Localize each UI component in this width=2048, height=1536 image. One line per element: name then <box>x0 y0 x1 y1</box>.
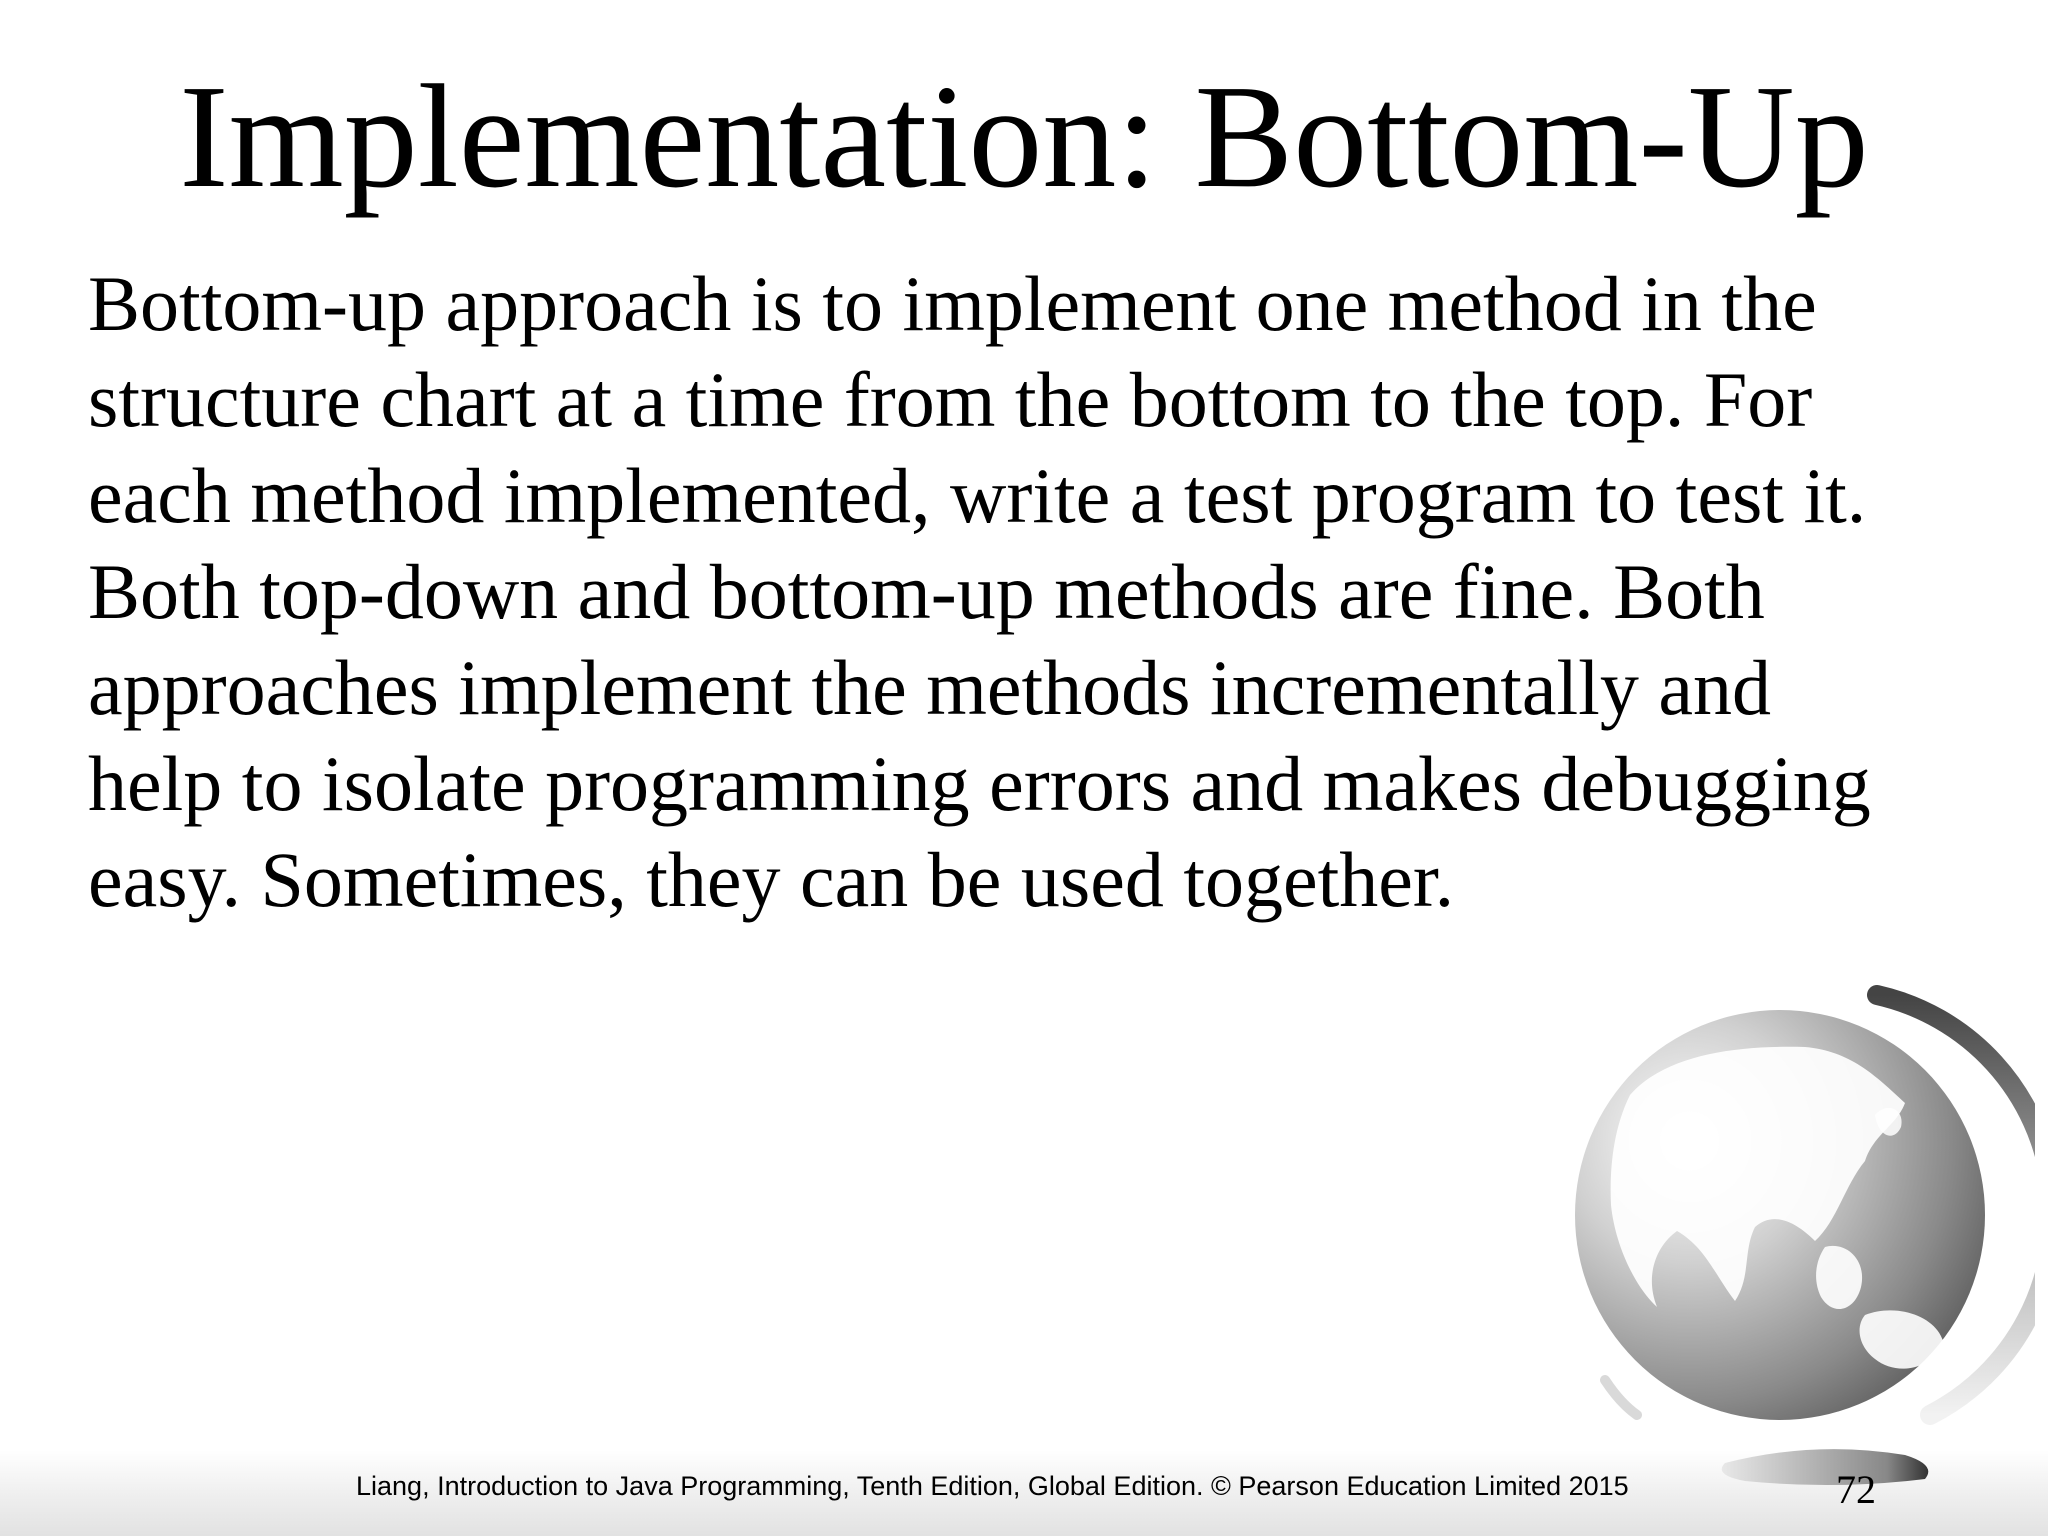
footer-citation: Liang, Introduction to Java Programming, Tenth Edition, Global Edition. © Pearson Education Limited 2015 <box>356 1471 1629 1501</box>
body-line: Bottom-up approach is to implement one method in the <box>88 260 1817 347</box>
page-number: 72 <box>1836 1467 1876 1512</box>
body-line: each method implemented, write a test program to test it. <box>88 452 1867 539</box>
slide-title: Implementation: Bottom-Up <box>179 55 1869 219</box>
slide-body <box>88 256 2018 928</box>
globe-icon <box>1575 985 2035 1505</box>
body-line: approaches implement the methods incrementally and <box>88 644 1771 731</box>
body-line: Both top-down and bottom-up methods are fine. Both <box>88 548 1765 635</box>
body-line: easy. Sometimes, they can be used together. <box>88 836 1455 923</box>
body-line: help to isolate programming errors and makes debugging <box>88 740 1871 827</box>
body-line: structure chart at a time from the bottom to the top. For <box>88 356 1813 443</box>
